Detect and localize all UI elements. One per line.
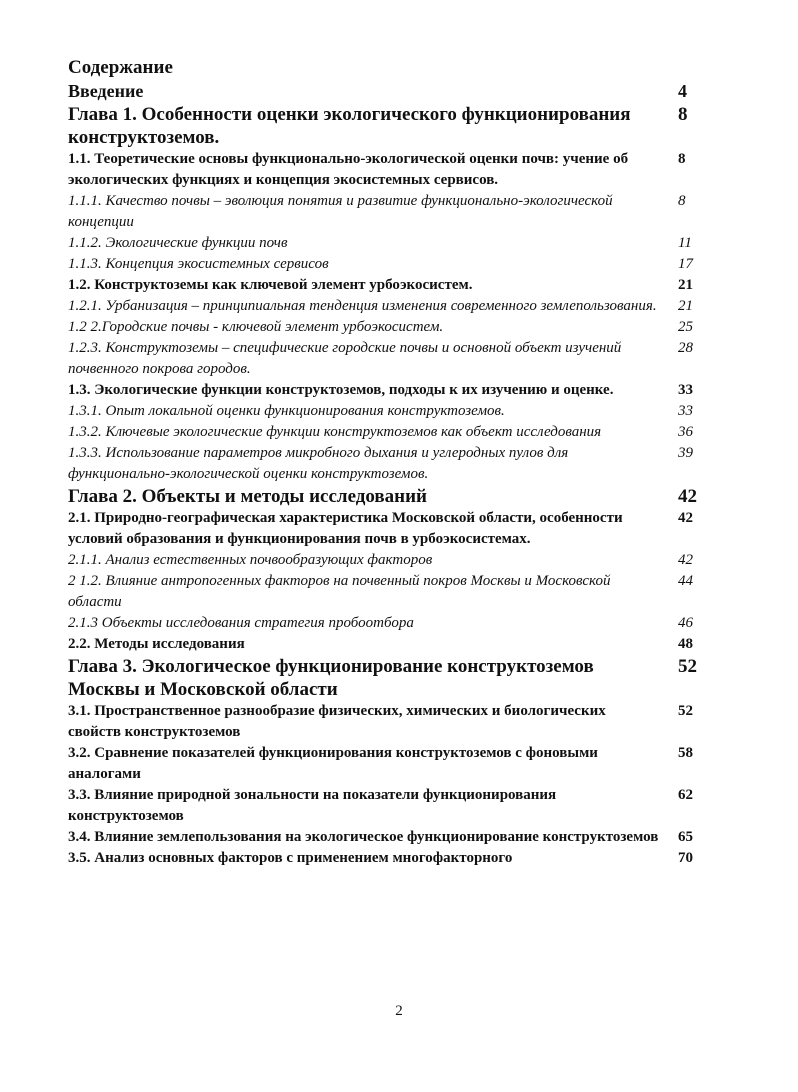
toc-entry-title: 3.2. Сравнение показателей функционирования конструктоземов с фоновыми аналогами [68, 745, 598, 782]
toc-entry-title: 2.2. Методы исследования [68, 636, 245, 652]
toc-entry-page: 33 [678, 382, 693, 398]
toc-entry-title: 2.1. Природно-географическая характеристика Московской области, особенности условий образования и функционирования почв в урбоэкосистемах. [68, 510, 623, 547]
toc-list [68, 80, 700, 869]
toc-entry-page: 46 [678, 615, 693, 631]
toc-entry-title: 1.2.3. Конструктоземы – специфические городские почвы и основной объект изучений почвенного покрова городов. [68, 340, 622, 377]
toc-entry-title: 1.2 2.Городские почвы - ключевой элемент урбоэкосистем. [68, 319, 444, 335]
toc-entry-page: 39 [678, 445, 693, 461]
toc-entry-page: 44 [678, 573, 693, 589]
toc-entry-title: 1.2.1. Урбанизация – принципиальная тенденция изменения современного землепользования. [68, 298, 657, 314]
page-number: 2 [395, 1003, 403, 1019]
toc-entry-section [68, 827, 700, 848]
toc-heading: Содержание [68, 57, 173, 78]
toc-entry-page: 8 [678, 151, 686, 167]
toc-entry-title: 2.1.3 Объекты исследования стратегия пробоотбора [68, 615, 414, 631]
toc-entry-chapter [68, 655, 700, 701]
toc-entry-sub [68, 317, 700, 338]
toc-entry-page: 42 [678, 486, 697, 507]
toc-entry-page: 33 [678, 403, 693, 419]
toc-entry-title: 1.3.3. Использование параметров микробного дыхания и углеродных пулов для функционально-экологической оценки конструктоземов. [68, 445, 569, 482]
toc-entry-page: 21 [678, 277, 693, 293]
toc-entry-sub [68, 401, 700, 422]
toc-entry-page: 62 [678, 787, 693, 803]
toc-entry-chapter [68, 485, 700, 508]
toc-entry-title: 1.3. Экологические функции конструктоземов, подходы к их изучению и оценке. [68, 382, 614, 398]
toc-entry-page: 52 [678, 656, 697, 677]
toc-entry-page: 21 [678, 298, 693, 314]
toc-entry-section [68, 743, 700, 785]
toc-entry-page: 42 [678, 552, 693, 568]
toc-entry-page: 28 [678, 340, 693, 356]
toc-entry-section [68, 848, 700, 869]
toc-entry-title: Глава 1. Особенности оценки экологического функционирования конструктоземов. [68, 104, 631, 148]
toc-entry-title: 1.1.1. Качество почвы – эволюция понятия и развитие функционально-экологической концепции [68, 193, 613, 230]
toc-entry-sub [68, 296, 700, 317]
toc-entry-page: 17 [678, 256, 693, 272]
toc-entry-page: 11 [678, 235, 692, 251]
toc-entry-page: 8 [678, 104, 688, 125]
toc-entry-page: 8 [678, 193, 686, 209]
toc-entry-title: 3.1. Пространственное разнообразие физических, химических и биологических свойств конструктоземов [68, 703, 606, 740]
toc-entry-section [68, 380, 700, 401]
toc-entry-page: 4 [678, 81, 687, 101]
toc-entry-title: 1.1.3. Концепция экосистемных сервисов [68, 256, 329, 272]
toc-entry-title: 1.1. Теоретические основы функционально-экологической оценки почв: учение об экологических функциях и концепция экосистемных сервисов. [68, 151, 629, 188]
toc-entry-page: 52 [678, 703, 693, 719]
toc-entry-sub [68, 233, 700, 254]
toc-entry-section [68, 785, 700, 827]
toc-entry-title: Глава 3. Экологическое функционирование конструктоземов Москвы и Московской области [68, 656, 594, 700]
toc-entry-sub [68, 571, 700, 613]
toc-entry-sub [68, 191, 700, 233]
toc-entry-page: 36 [678, 424, 693, 440]
toc-entry-page: 25 [678, 319, 693, 335]
toc-entry-title: Глава 2. Объекты и методы исследований [68, 486, 427, 507]
toc-entry-title: 3.5. Анализ основных факторов с применением многофакторного [68, 850, 513, 866]
toc-entry-title: 1.3.2. Ключевые экологические функции конструктоземов как объект исследования [68, 424, 602, 440]
toc-entry-page: 70 [678, 850, 693, 866]
toc-entry-section [68, 634, 700, 655]
toc-entry-title: 2.1.1. Анализ естественных почвообразующих факторов [68, 552, 433, 568]
toc-entry-section [68, 701, 700, 743]
toc-entry-intro [68, 80, 700, 103]
toc-entry-section [68, 149, 700, 191]
toc-entry-section [68, 508, 700, 550]
toc-entry-title: 3.4. Влияние землепользования на экологическое функционирование конструктоземов [68, 829, 659, 845]
toc-entry-sub [68, 443, 700, 485]
toc-entry-title: 2 1.2. Влияние антропогенных факторов на почвенный покров Москвы и Московской области [68, 573, 611, 610]
toc-entry-title: 1.2. Конструктоземы как ключевой элемент урбоэкосистем. [68, 277, 473, 293]
toc-entry-title: 1.3.1. Опыт локальной оценки функционирования конструктоземов. [68, 403, 505, 419]
toc-entry-sub [68, 338, 700, 380]
toc-entry-page: 65 [678, 829, 693, 845]
toc-entry-sub [68, 550, 700, 571]
toc-entry-sub [68, 422, 700, 443]
toc-entry-title: 1.1.2. Экологические функции почв [68, 235, 288, 251]
toc-entry-sub [68, 254, 700, 275]
toc-entry-section [68, 275, 700, 296]
toc-entry-chapter [68, 103, 700, 149]
toc-entry-page: 58 [678, 745, 693, 761]
toc-entry-page: 48 [678, 636, 693, 652]
toc-entry-sub [68, 613, 700, 634]
toc-entry-title: Введение [68, 81, 144, 101]
toc-entry-title: 3.3. Влияние природной зональности на показатели функционирования конструктоземов [68, 787, 557, 824]
toc-entry-page: 42 [678, 510, 693, 526]
